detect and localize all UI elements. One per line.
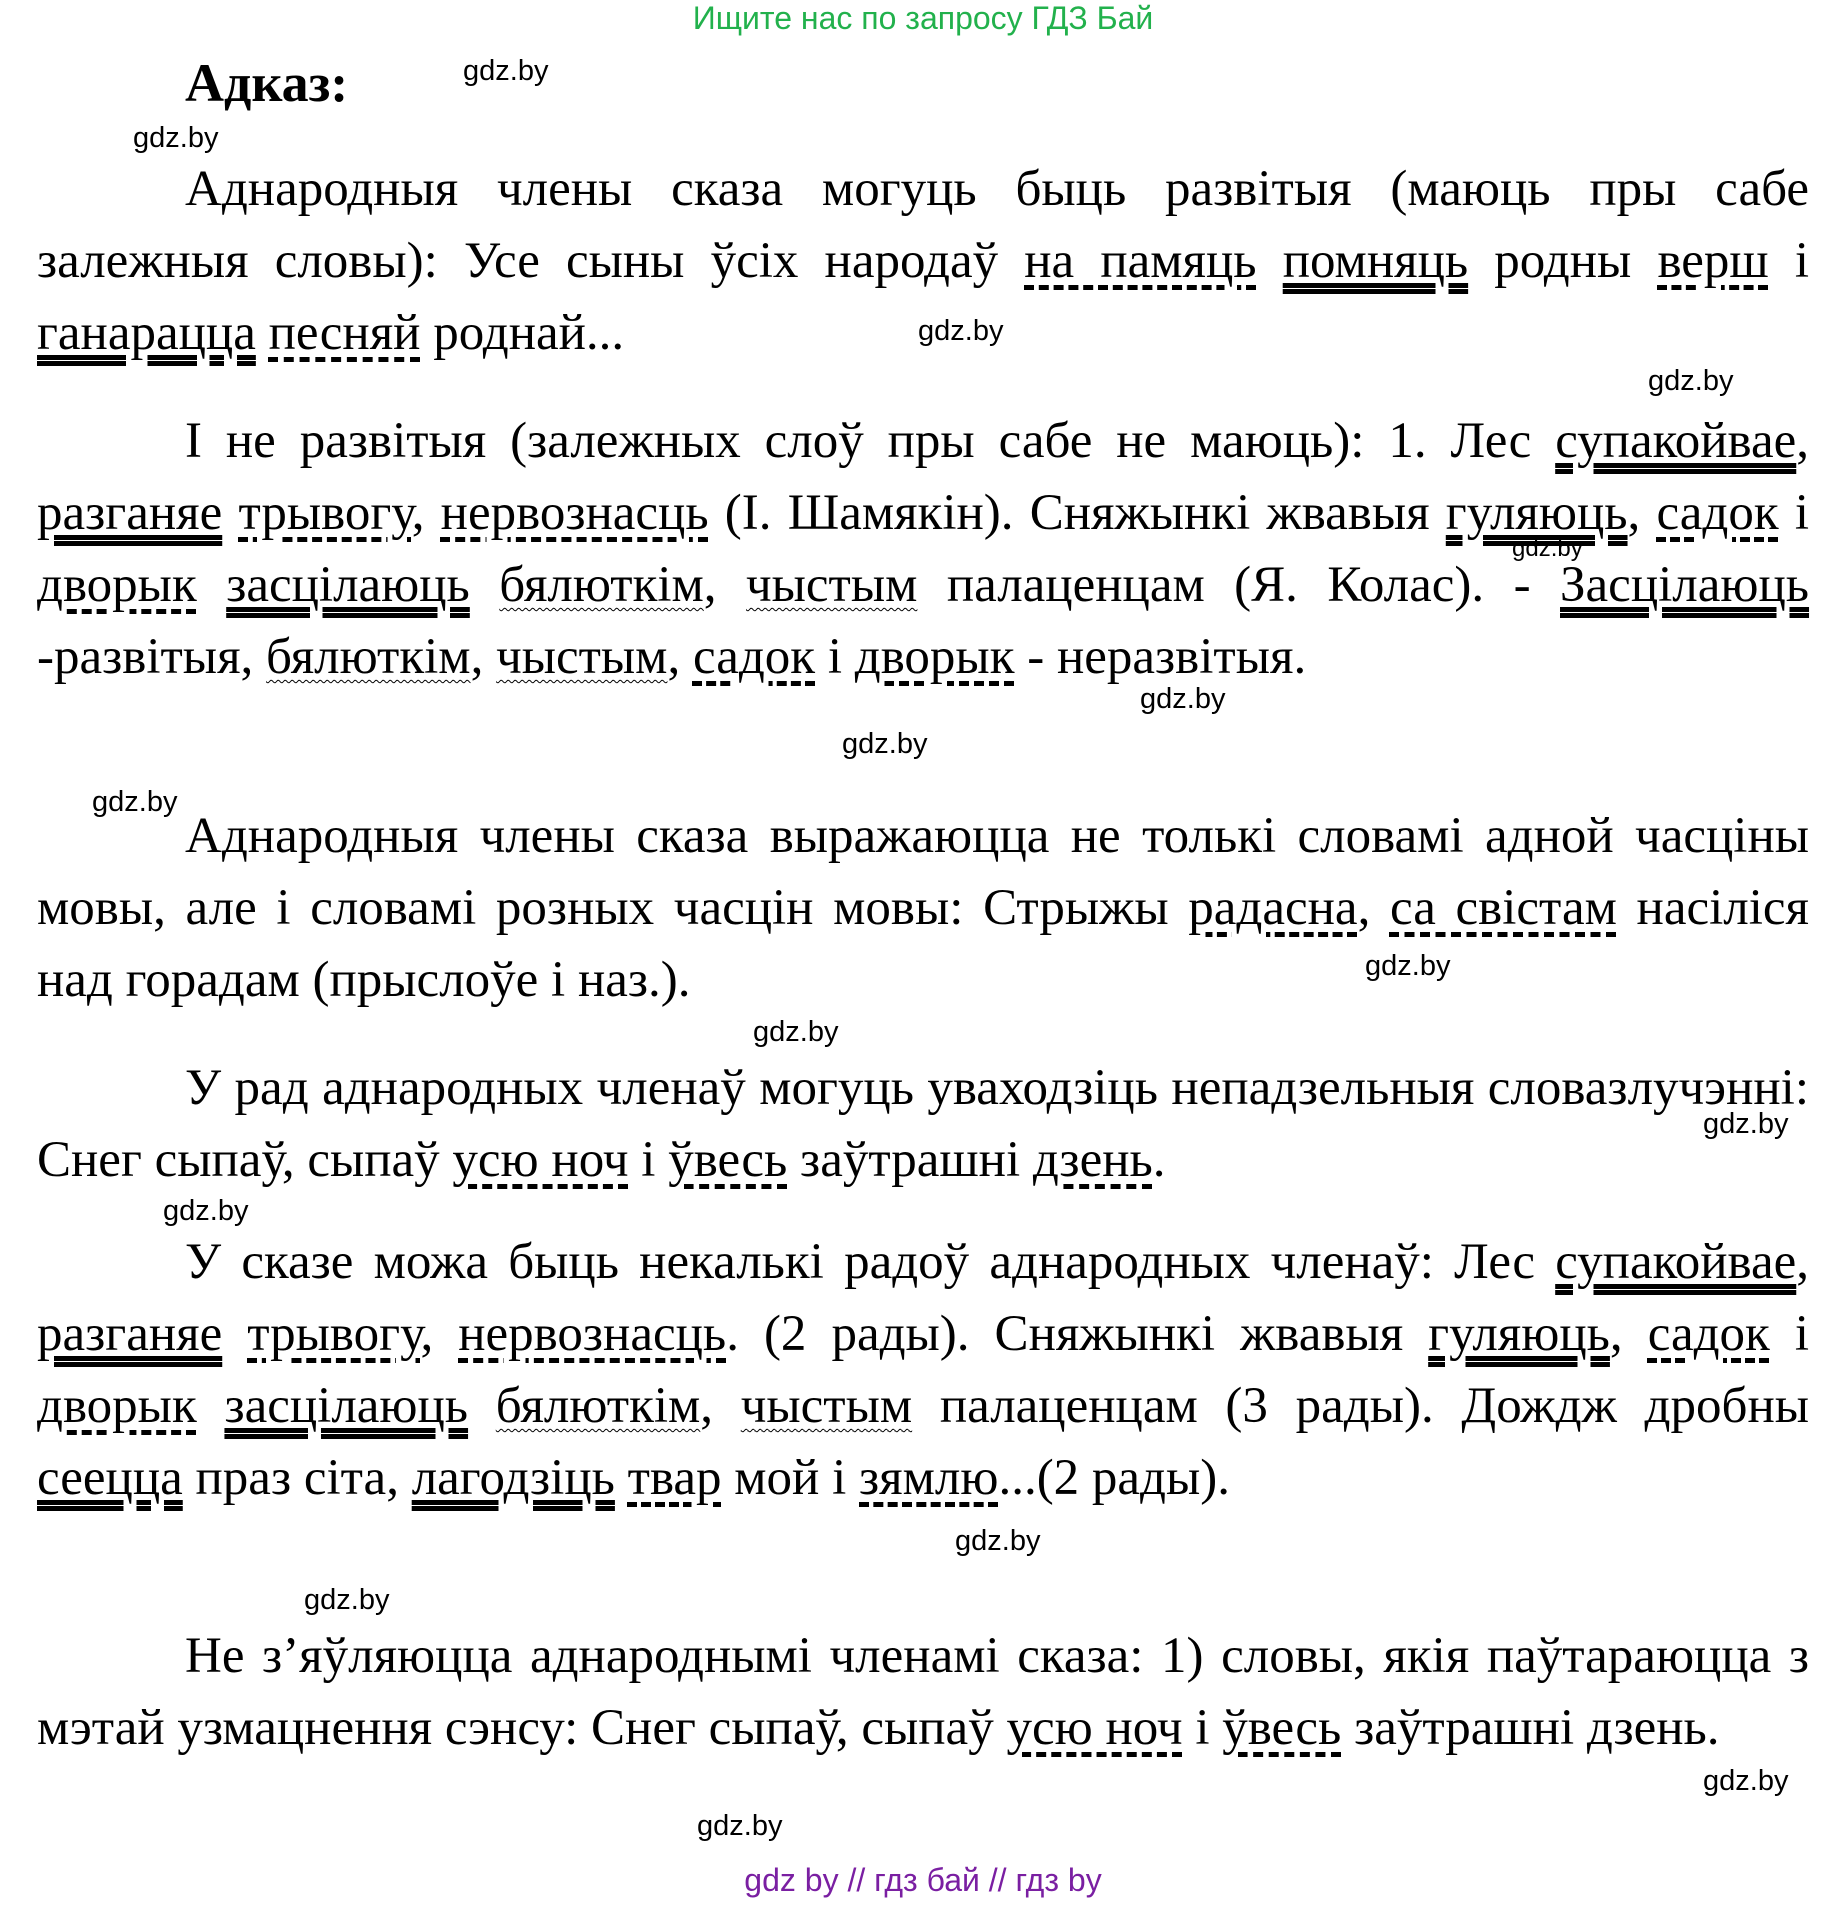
watermark: gdz.by	[463, 55, 549, 87]
watermark: gdz.by	[1140, 683, 1226, 715]
watermark: gdz.by	[92, 786, 178, 818]
paragraph-parts-of-speech: Аднародныя члены сказа выражаюцца не толькі словамі адной часціны мовы, але і словамі розных часцін мовы: Стрыжы радасна, са свістам насіліся над горадам (прыслоўе і наз.).	[37, 808, 1809, 1008]
watermark: gdz.by	[1512, 535, 1583, 562]
watermark: gdz.by	[133, 122, 219, 154]
watermark: gdz.by	[1365, 950, 1451, 982]
watermark: gdz.by	[753, 1016, 839, 1048]
footer-links: gdz by // гдз бай // гдз by	[744, 1862, 1102, 1898]
watermark: gdz.by	[304, 1584, 390, 1616]
paragraph-not-homogeneous: Не з’яўляюцца аднароднымі членамі сказа: 1) словы, якія паўтараюцца з мэтай узмацнення сэнсу: Снег сыпаў, сыпаў усю ноч і ўвесь заўтрашні дзень.	[37, 1628, 1809, 1756]
watermark: gdz.by	[1703, 1765, 1789, 1797]
watermark: gdz.by	[1648, 365, 1734, 397]
answer-heading: Адказ:	[185, 53, 349, 113]
watermark: gdz.by	[918, 315, 1004, 347]
paragraph-undeveloped-members: І не развітыя (залежных слоў пры сабе не маюць): 1. Лес супакойвае, разганяе трывогу, нервознасць (І. Шамякін). Сняжынкі жвавыя гуляюць, садок і дворык засцілаюць бялюткім, чыстым палаценцам (Я. Колас). - Засцілаюць -развітыя, бялюткім, чыстым, садок і дворык - неразвітыя.	[37, 413, 1810, 685]
paragraph-developed-members: Аднародныя члены сказа могуць быць развітыя (маюць пры сабе залежныя словы): Усе сыны ўсіх народаў на памяць помняць родны верш і ганарацца песняй роднай...	[37, 161, 1809, 361]
paragraph-several-rows: У сказе можа быць некалькі радоў аднародных членаў: Лес супакойвае, разганяе трывогу, нервознасць. (2 рады). Сняжынкі жвавыя гуляюць, садок і дворык засцілаюць бялюткім, чыстым палаценцам (3 рады). Дождж дробны сеецца праз сіта, лагодзіць твар мой і зямлю...(2 рады).	[37, 1234, 1809, 1506]
watermark: gdz.by	[955, 1525, 1041, 1557]
watermark: gdz.by	[163, 1195, 249, 1227]
paragraph-indivisible-phrases: У рад аднародных членаў могуць уваходзіць непадзельныя словазлучэнні: Снег сыпаў, сыпаў усю ноч і ўвесь заўтрашні дзень.	[37, 1060, 1809, 1188]
watermark: gdz.by	[1703, 1108, 1789, 1140]
watermark: gdz.by	[842, 728, 928, 760]
search-banner: Ищите нас по запросу ГДЗ Бай	[692, 0, 1154, 36]
watermark: gdz.by	[697, 1810, 783, 1842]
